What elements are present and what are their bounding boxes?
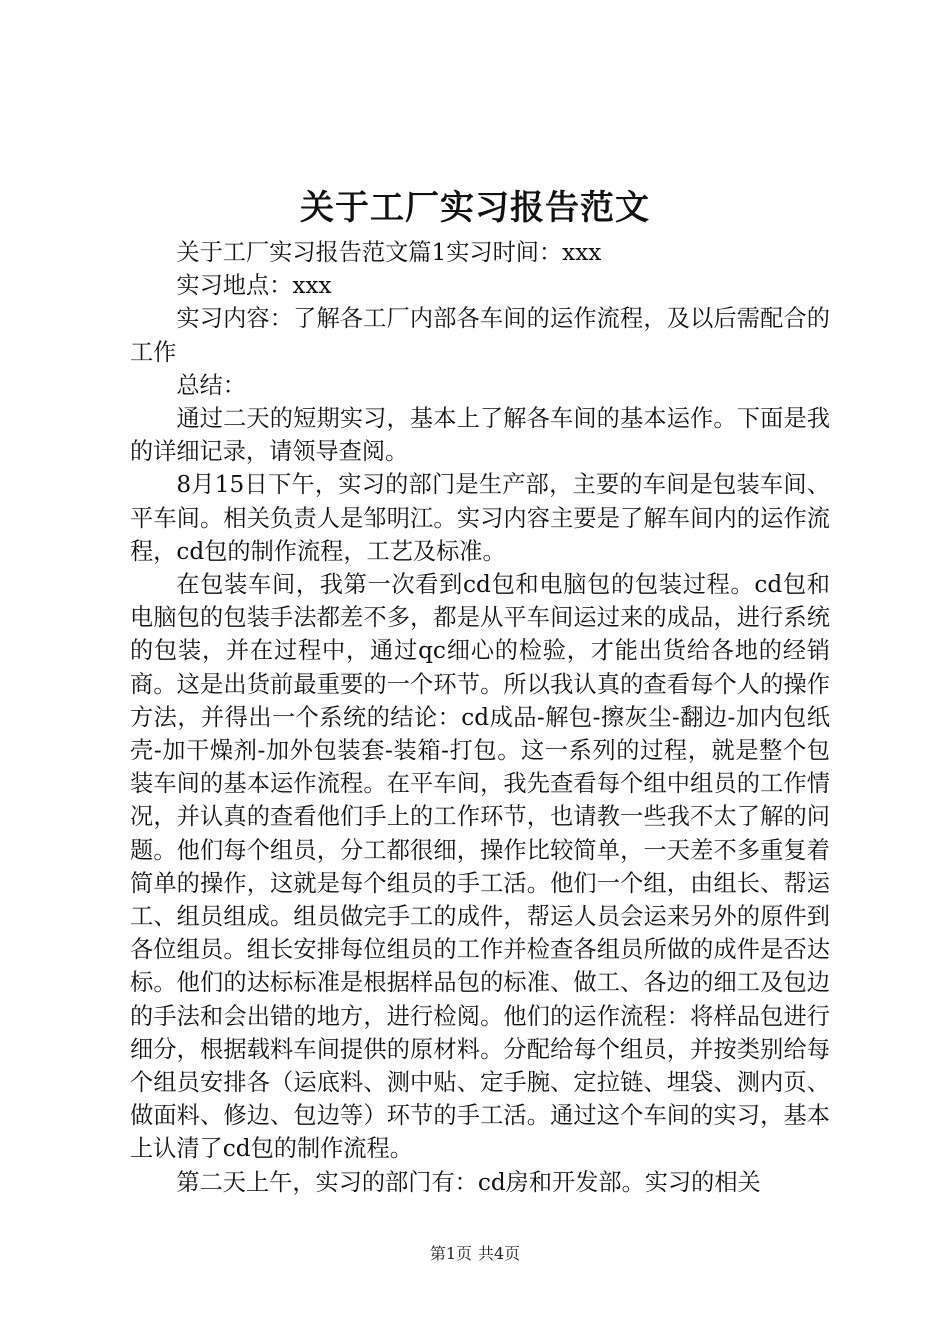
page-total: 共4页: [478, 1244, 521, 1263]
paragraph-day-one: 8月15日下午，实习的部门是生产部，主要的车间是包装车间、平车间。相关负责人是邹明江。实习内容主要是了解车间内的运作流程，cd包的制作流程，工艺及标准。: [130, 471, 830, 565]
paragraph-packaging-workshop: 在包装车间，我第一次看到cd包和电脑包的包装过程。cd包和电脑包的包装手法都差不多，都是从平车间运过来的成品，进行系统的包装，并在过程中，通过qc细心的检验，才能出货给各地的经销商。这是出货前最重要的一个环节。所以我认真的查看每个人的操作方法，并得出一个系统的结论：cd成品-解包-擦灰尘-翻边-加内包纸壳-加干燥剂-加外包装套-装箱-打包。这一系列的过程，就是整个包装车间的基本运作流程。在平车间，我先查看每个组中组员的工作情况，并认真的查看他们手上的工作环节，也请教一些我不太了解的问题。他们每个组员，分工都很细，操作比较简单，一天差不多重复着简单的操作，这就是每个组员的手工活。他们一个组，由组长、帮运工、组员组成。组员做完手工的成件，帮运人员会运来另外的原件到各位组员。组长安排每位组员的工作并检查各组员所做的成件是否达标。他们的达标标准是根据样品包的标准、做工、各边的细工及包边的手法和会出错的地方，进行检阅。他们的运作流程：将样品包进行细分，根据载料车间提供的原材料。分配给每个组员，并按类别给每个组员安排各（运底料、测中贴、定手腕、定拉链、埋袋、测内页、做面料、修边、包边等）环节的手工活。通过这个车间的实习，基本上认清了cd包的制作流程。: [130, 571, 830, 1163]
paragraph-summary: 通过二天的短期实习，基本上了解各车间的基本运作。下面是我的详细记录，请领导查阅。: [130, 405, 830, 466]
paragraph-summary-label: 总结：: [176, 371, 246, 399]
document-body: [130, 236, 830, 1199]
page-footer: [0, 1242, 950, 1266]
page-number: 第1页: [429, 1244, 472, 1263]
paragraph-location: 实习地点：xxx: [176, 272, 332, 300]
document-title: 关于工厂实习报告范文: [300, 188, 650, 228]
paragraph-content: 实习内容：了解各工厂内部各车间的运作流程，及以后需配合的工作: [130, 305, 830, 366]
paragraph-intro: 关于工厂实习报告范文篇1实习时间：xxx: [176, 239, 602, 266]
paragraph-day-two: 第二天上午，实习的部门有：cd房和开发部。实习的相关: [176, 1168, 761, 1196]
